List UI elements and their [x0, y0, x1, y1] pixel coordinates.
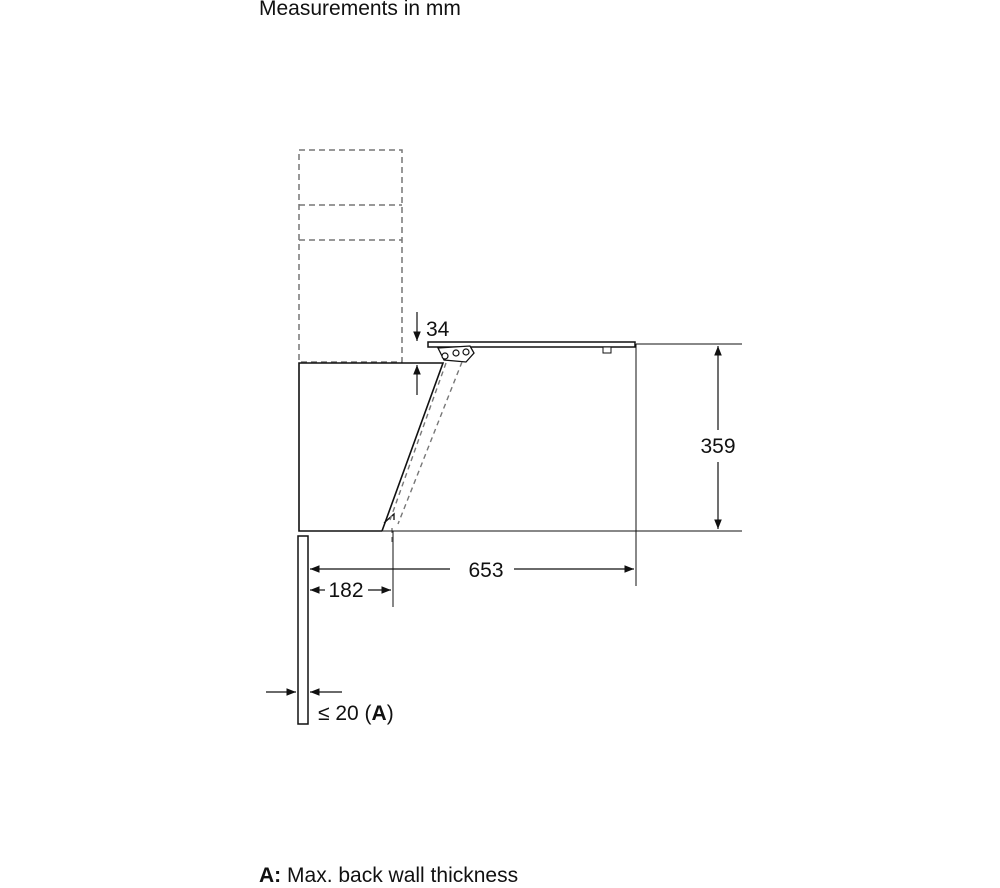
- wall-thickness-label: ≤ 20 (A): [318, 702, 394, 725]
- footnote-key: A:: [259, 864, 282, 887]
- page-title: Measurements in mm: [259, 0, 461, 20]
- footnote-text: Max. back wall thickness: [287, 864, 519, 887]
- height-dimension-label: 359: [700, 435, 736, 458]
- offset-dimension-label: 34: [426, 318, 450, 341]
- chimney-outline: [299, 150, 402, 362]
- footnote: [259, 864, 518, 888]
- depth-dimension-label: 653: [468, 559, 504, 582]
- extension-lines: [383, 344, 742, 607]
- hood-body: [299, 363, 443, 531]
- front-dimension-label: 182: [328, 579, 364, 602]
- back-wall: [298, 536, 308, 724]
- glass-panel: [428, 342, 635, 362]
